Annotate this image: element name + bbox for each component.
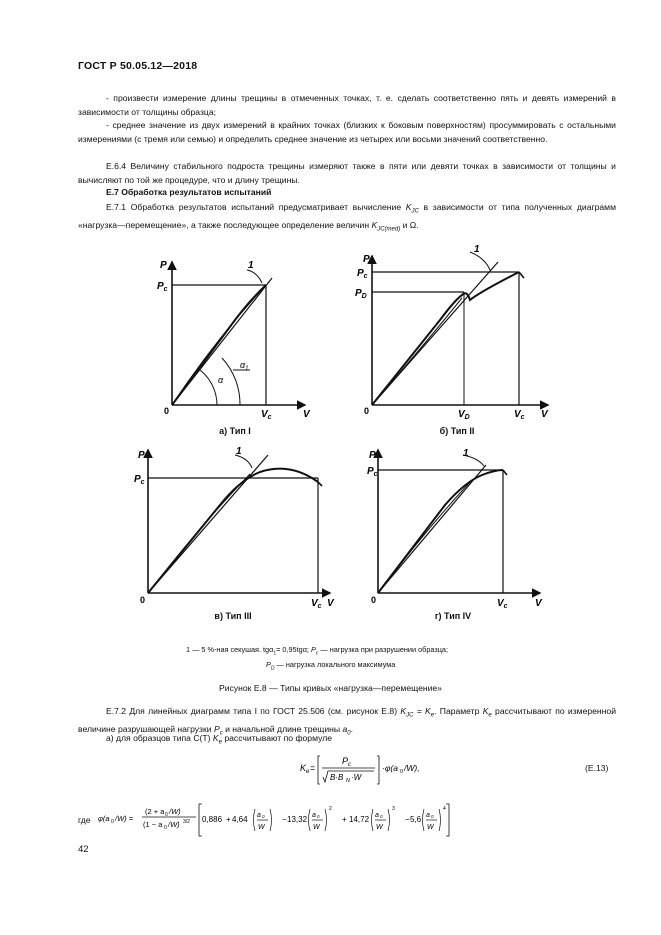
svg-text:PD: $P_D$: [355, 288, 367, 300]
svg-text:B·B: B·B: [330, 773, 344, 782]
page-header: ГОСТ Р 50.05.12—2018: [78, 60, 198, 72]
svg-text:K: K: [300, 763, 307, 773]
svg-text:2: 2: [329, 806, 332, 812]
svg-text:Vc: $V_c$: [497, 598, 508, 610]
svg-text:c: c: [348, 762, 351, 768]
svg-text:−: −: [282, 815, 287, 824]
section-title: Е.7 Обработка результатов испытаний: [106, 187, 272, 197]
paragraph-2: - среднее значение из двух измерений в крайних точках (близких к боковым поверхностям) просуммировать с остальными измерениями (с тремя или семью) и определить среднее значение из четырех или восьми значений соответственно.: [78, 120, 616, 144]
svg-text:3: 3: [392, 806, 395, 812]
svg-text:a: a: [426, 812, 430, 819]
svg-text:3/2: 3/2: [183, 819, 190, 825]
svg-text:0: 0: [431, 814, 434, 819]
svg-text:+: +: [342, 815, 347, 824]
svg-text:W: W: [427, 824, 434, 831]
svg-text:=: =: [310, 763, 316, 773]
svg-text:0: 0: [371, 595, 377, 605]
svg-text:P: P: [160, 260, 167, 271]
svg-text:+: +: [226, 815, 231, 824]
svg-text:0: 0: [165, 812, 168, 818]
formula-e13: [300, 752, 430, 788]
svg-text:0: 0: [400, 769, 404, 775]
svg-text:0: 0: [164, 406, 170, 416]
svg-text:a: a: [257, 812, 261, 819]
page-number: 42: [78, 844, 89, 855]
svg-text:0: 0: [262, 814, 265, 819]
svg-text:0: 0: [317, 814, 320, 819]
svg-text:−: −: [405, 815, 410, 824]
caption-type-2: б) Тип II: [439, 426, 475, 436]
svg-text:/W),: /W),: [404, 763, 420, 773]
paragraph-1: - произвести измерение длины трещины в отмеченных точках, т. е. сделать соответственно пять и девять измерений в зависимости от толщины образца;: [78, 93, 616, 117]
chart-type-2: [372, 252, 548, 405]
caption-type-4: г) Тип IV: [434, 611, 472, 621]
figure-e8: [0, 240, 661, 640]
paragraph-3: Е.6.4 Величину стабильного подроста трещины измеряют также в пяти или девяти точках в зависимости от толщины и вычисляют по той же процедуре, что и длину трещины.: [78, 161, 616, 185]
svg-text:V: V: [541, 409, 548, 420]
svg-text:V: V: [535, 598, 542, 609]
svg-text:/W) =: /W) =: [115, 814, 134, 823]
svg-text:0: 0: [380, 814, 383, 819]
svg-text:·φ(a: ·φ(a: [382, 763, 398, 773]
svg-text:Pc: $P_c$: [357, 268, 368, 280]
svg-text:0: 0: [111, 819, 114, 825]
svg-text:Pc: $P_c$: [134, 474, 145, 486]
svg-text:Vc: $V_c$: [261, 409, 272, 421]
svg-text:·W: ·W: [351, 773, 362, 782]
svg-text:e: e: [306, 769, 310, 775]
svg-text:1: 1: [248, 260, 254, 271]
svg-text:a: a: [375, 812, 379, 819]
svg-text:φ(a: φ(a: [98, 814, 110, 823]
svg-text:P: P: [342, 756, 349, 766]
svg-text:V: V: [327, 598, 334, 609]
coeff-1: 4,64: [232, 815, 248, 824]
svg-text:P: P: [363, 254, 370, 265]
svg-text:W: W: [376, 824, 383, 831]
svg-text:α1: $\alpha_1$: [240, 360, 249, 372]
svg-text:(1 − a: (1 − a: [143, 820, 163, 829]
svg-text:(2 + a: (2 + a: [145, 807, 165, 816]
svg-text:1: 1: [474, 244, 480, 255]
formula-phi: [98, 800, 450, 840]
svg-text:Pc: $P_c$: [157, 281, 168, 293]
paragraph-a: а) для образцов типа С(Т) $K_e$ рассчитывают по формуле: [106, 733, 332, 746]
caption-type-1: а) Тип I: [219, 426, 251, 436]
chart-type-1: [172, 262, 305, 405]
svg-text:V: V: [303, 409, 310, 420]
svg-text:Vc: $V_c$: [514, 409, 525, 421]
svg-text:Vc: $V_c$: [311, 598, 322, 610]
svg-text:1: 1: [236, 446, 242, 457]
svg-text:W: W: [258, 824, 265, 831]
formula-number: (Е.13): [585, 763, 609, 773]
svg-text:P: P: [369, 450, 376, 461]
svg-text:a: a: [312, 812, 316, 819]
svg-text:VD: $V_D$: [458, 409, 470, 421]
figure-legend: 1 — 5 %-ная секушая. tgα$_1$= 0,95tgα; $P_c$ — нагрузка при разрушении образца; $P_D$ — нагрузка локального максимума: [186, 645, 448, 672]
svg-text:0: 0: [364, 406, 370, 416]
svg-text:/W): /W): [169, 807, 181, 816]
coeff-0: 0,886: [202, 815, 223, 824]
coeff-2: 13,32: [287, 815, 308, 824]
caption-type-3: в) Тип III: [214, 611, 252, 621]
figure-caption: Рисунок Е.8 — Типы кривых «нагрузка—перемещение»: [219, 683, 442, 693]
coeff-4: 5,6: [410, 815, 422, 824]
chart-type-3: [148, 450, 330, 593]
svg-text:0: 0: [140, 595, 146, 605]
where-label: где: [78, 815, 91, 825]
svg-text:P: P: [138, 450, 145, 461]
svg-text:N: N: [346, 778, 350, 784]
svg-text:Pc: $P_c$: [367, 466, 378, 478]
svg-text:/W): /W): [168, 820, 180, 829]
svg-text:0: 0: [164, 825, 167, 831]
chart-type-4: [378, 450, 540, 593]
svg-text:α: α: [218, 375, 224, 385]
paragraph-e72: Е.7.2 Для линейных диаграмм типа I по ГОСТ 25.506 (см. рисунок Е.8) $K_{JC} = K_e$. Параметр $K_e$ рассчитывают по измеренной величине разрушающей нагрузки $P_c$ и начальной длине трещины $a_0$.: [78, 706, 616, 738]
paragraph-e71: Е.7.1 Обработка результатов испытаний предусматривает вычисление $K_{JC}$ в зависимости от типа полученных диаграмм «нагрузка—перемещение», а также последующее определение величин $K_{JC(med)}$ и Ω.: [78, 202, 616, 234]
svg-text:W: W: [313, 824, 320, 831]
svg-text:4: 4: [443, 806, 446, 812]
svg-text:1: 1: [463, 448, 469, 459]
coeff-3: 14,72: [349, 815, 370, 824]
